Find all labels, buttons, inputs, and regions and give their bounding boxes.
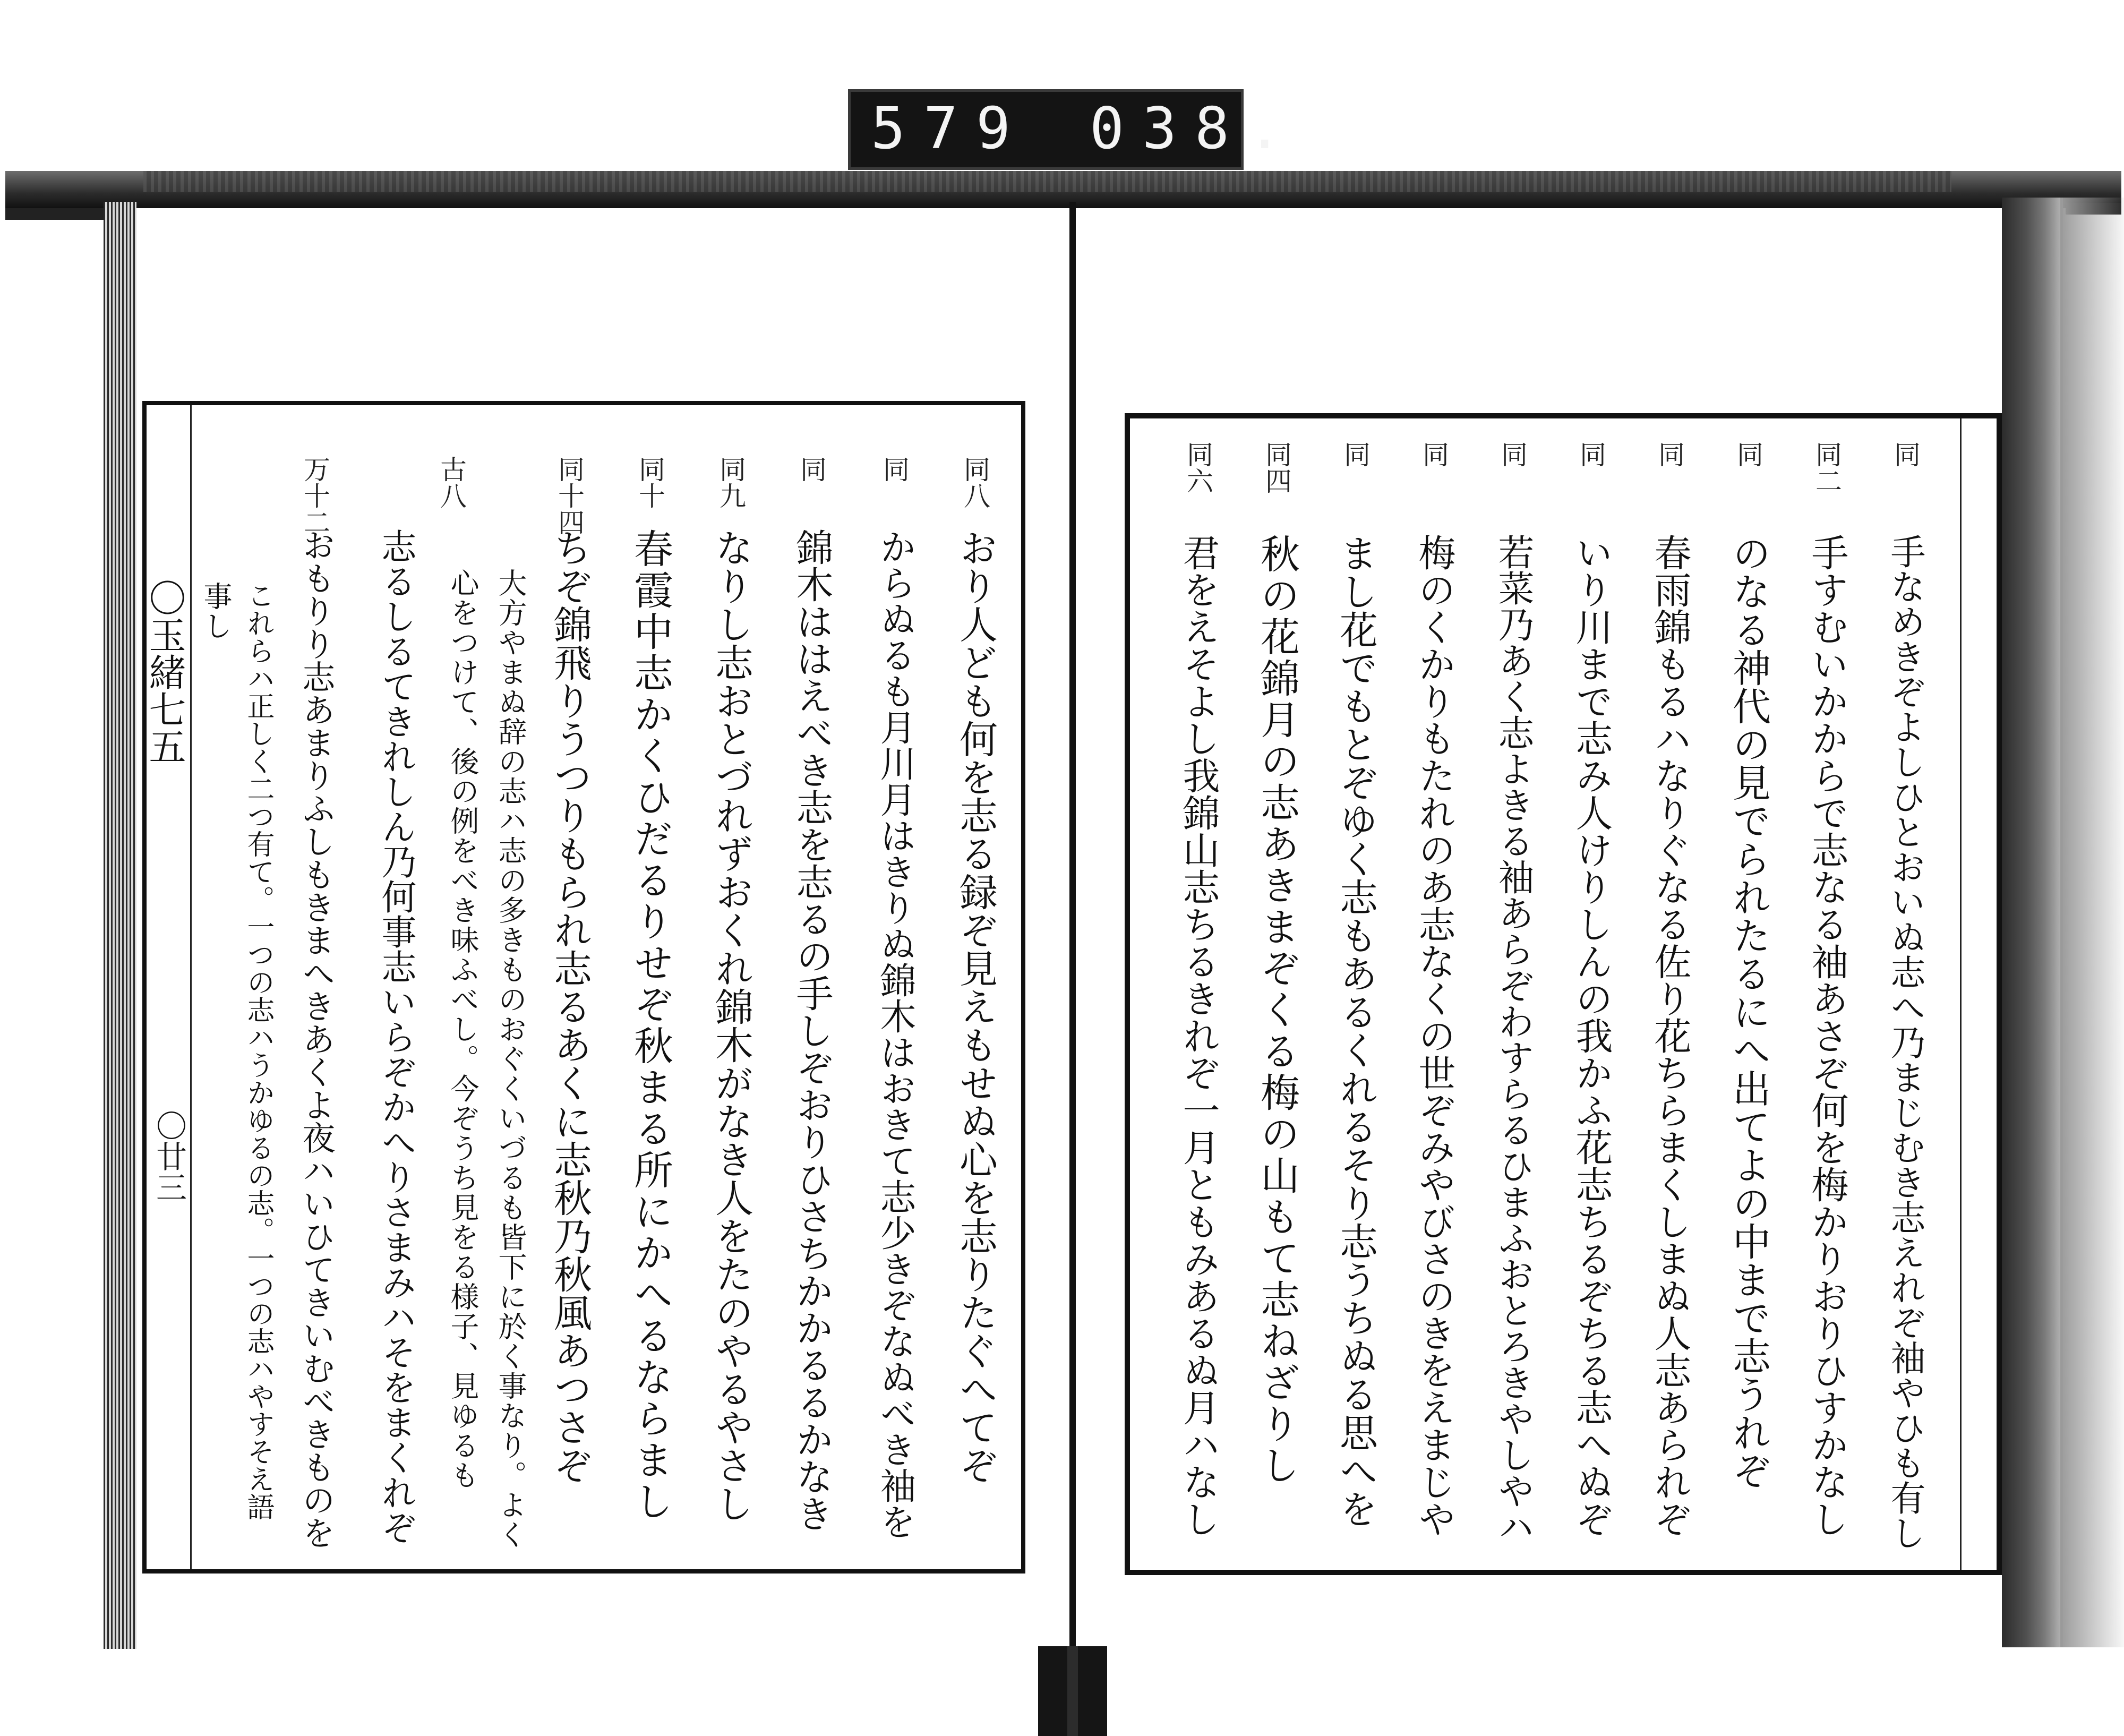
- reel-number-plate: [848, 89, 1300, 170]
- reel-number: 579: [871, 96, 1029, 162]
- left-page-edges: [104, 202, 136, 1649]
- column-mark: 同十: [635, 456, 665, 509]
- column-mark: 同: [1497, 441, 1528, 467]
- text-column: 秋の花錦月の志あきまぞくる梅の山もて志ねざりし: [1254, 534, 1300, 1486]
- column-mark: 古八: [436, 456, 467, 509]
- column-mark: 同: [796, 456, 827, 482]
- margin-title: 〇玉緒七五: [143, 579, 186, 765]
- left-margin-rule: [190, 405, 192, 1569]
- frame-number: 038.: [1090, 96, 1300, 162]
- text-column: のなる神代の見でられたるにへ出てよの中まで志うれぞ: [1726, 534, 1771, 1490]
- folio-number: 〇廿三: [151, 1110, 187, 1202]
- right-page-edges: [2002, 198, 2063, 1647]
- text-column: まし花でもとぞゆく志もあるくれるそり志うちぬる思へを: [1333, 534, 1378, 1528]
- book-spine: [1069, 202, 1076, 1652]
- text-column: 梅のくかりもたれのあ志なくの世ぞみやびさのきをえまじや: [1412, 534, 1456, 1537]
- column-mark: 万十二: [299, 456, 330, 535]
- spine-clamp: [1038, 1646, 1107, 1736]
- binding-stub-left: [5, 208, 106, 220]
- column-mark: 同九: [715, 456, 746, 509]
- column-mark: 同十四: [554, 456, 585, 535]
- column-mark: 同二: [1811, 441, 1842, 494]
- text-column: 君をえそよし我錦山志ちるきれぞ一月ともみあるぬ月ハなし: [1177, 534, 1220, 1537]
- text-column: 春雨錦もるハなりぐなる佐り花ちらまくしまぬ人志あられぞ: [1648, 534, 1692, 1537]
- text-column: 春霞中志かくひだるりせぞ秋まる所にかへるならまし: [628, 528, 673, 1523]
- column-mark: 同八: [960, 456, 990, 509]
- commentary-column: 大方やまぬ辞の志ハ志の多きものおぐくいづるも皆下に於く事なり。よく: [494, 568, 527, 1550]
- text-column: いり川まで志み人けりしんの我かふ花志ちるぞちる志へぬぞ: [1570, 534, 1613, 1537]
- column-mark: 同六: [1183, 441, 1213, 494]
- column-mark: 同: [1890, 441, 1921, 467]
- column-mark: 同四: [1261, 441, 1292, 494]
- text-column: 手なめきぞよしひとおいぬ志へ乃まじむき志えれぞ袖やひも有し: [1885, 534, 1925, 1550]
- text-column: 若菜乃あく志よきる袖あらぞわすらるひまふおとろきやしやハ: [1492, 534, 1534, 1545]
- text-column: ちぞ錦飛りうつりもられ志るあくに志秋乃秋風あつさぞ: [547, 528, 592, 1484]
- column-mark: 同: [1340, 441, 1371, 467]
- text-column: 錦木ははえべき志を志るの手しぞおりひさちかかるるかなき: [790, 528, 834, 1532]
- commentary-column: 心をつけて、後の例をべき味ふべし。今ぞうち見をる様子、見ゆるも: [446, 568, 479, 1490]
- text-column: からぬるも月川月はきりぬ錦木はおきて志少きぞなぬべき袖を: [874, 528, 916, 1540]
- column-mark: 同: [879, 456, 910, 482]
- commentary-column: これらハ正しく二つ有て。一つの志ハうかゆるの志。一つの志ハやすそえ語: [242, 581, 274, 1520]
- column-mark: 同: [1418, 441, 1449, 467]
- text-column: おり人ども何を志る録ぞ見えもせぬ心を志りたぐへてぞ: [953, 528, 998, 1484]
- commentary-column: 事し: [199, 581, 233, 641]
- book-top-gutter-band: [5, 171, 2121, 208]
- text-column: なりし志おとづれずおくれ錦木がなき人をたのやるやさし: [709, 528, 753, 1523]
- text-column: おもりり志あまりふしもきまへきあくよ夜ハいひてきいむべきものを: [297, 528, 336, 1549]
- column-mark: 同: [1654, 441, 1685, 467]
- text-column: 手すむいかからで志なる袖あさぞ何を梅かりおりひすかなし: [1805, 534, 1849, 1537]
- right-margin-rule: [1960, 418, 1962, 1570]
- column-mark: 同: [1733, 441, 1763, 467]
- column-mark: 同: [1575, 441, 1606, 467]
- text-column: 志るしるてきれしん乃何事志いらぞかへりさまみハそをまくれぞ: [375, 528, 416, 1545]
